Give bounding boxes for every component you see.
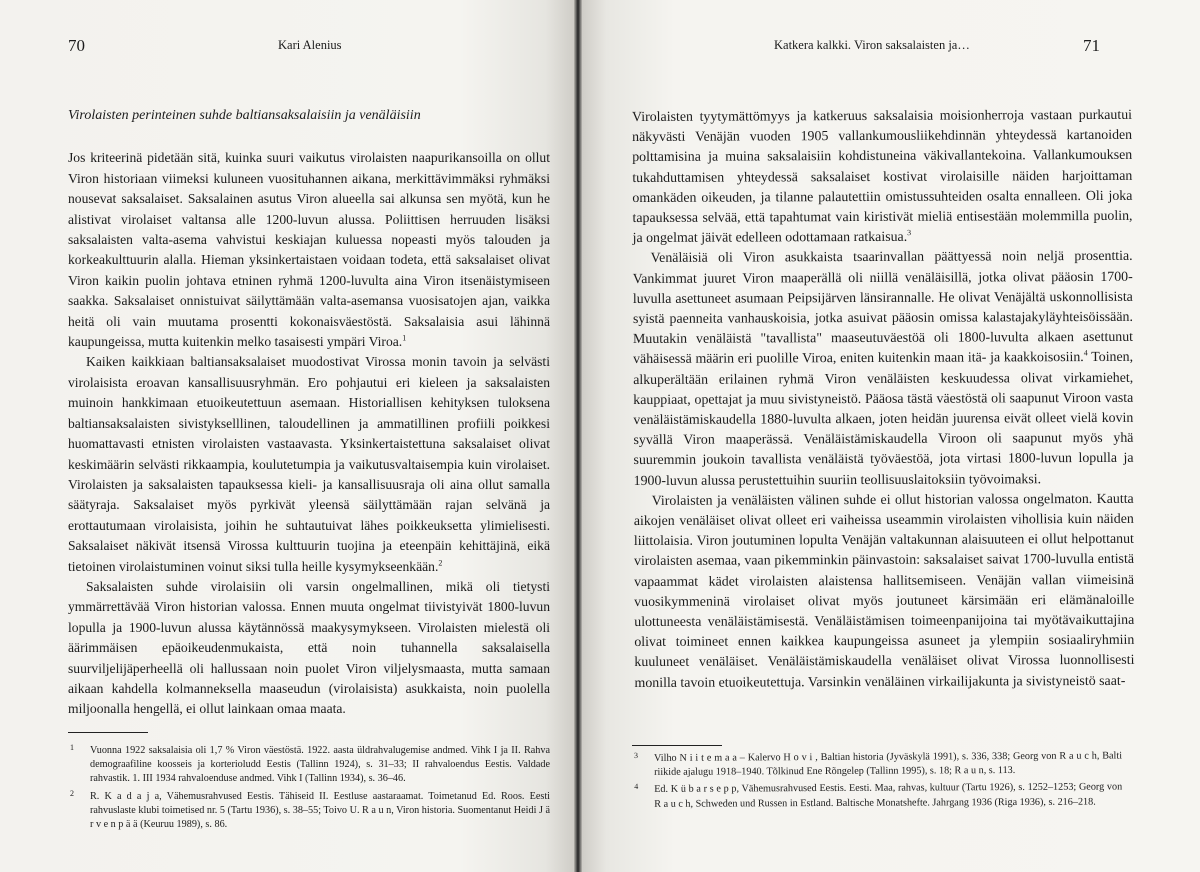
footnote-reference[interactable]: 4 xyxy=(1083,348,1088,358)
page-number: 71 xyxy=(1083,36,1100,55)
left-page xyxy=(0,0,574,872)
paragraph: Virolaisten ja venäläisten välinen suhde ei ollut historian valossa ongelmaton. Kautta aikojen venäläiset olivat olleet eri vaiheissa useammin virolaisten vihollisia kuin näiden liittolaisia. Viron joutuminen lopulta Venäjän valtakunnan alaisuuteen ei ollut helpottanut virolaisten asemaa, vaan pikemminkin päinvastoin: saksalaiset saivat 1700-luvulla entistä vapaammat kädet virolaisten alaistensa hallitsemiseen. Venäjän vallan viimeisinä vuosikymmeninä virolaiset olivat myös joutuneet kärsimään eri elämänaloille ulottuneesta venäläistämisestä. Venäläistämisen toimeenpanijoina tai myötävaikuttajina olivat toimineet ennen kaikkea kaupungeissa asuneet ja ylempiin sosiaaliryhmiin kuuluneet venäläiset. Venäläistämiskaudella venäläiset olivat Virossa luonnollisesti monilla tavoin etuoikeutettuja. Varsinkin venäläinen virkailijakunta ja sivistyneistö saat- xyxy=(633,491,1135,691)
book-gutter xyxy=(574,0,582,872)
left-body-text xyxy=(68,106,550,720)
paragraph: Kaiken kaikkiaan baltiansaksalaiset muodostivat Virossa monin tavoin ja selvästi virolaisista eroavan kansallisuusryhmän. Ero pohjautui eri kieleen ja saksalaisten muinoin hankkimaan etuoikeutettuun asemaan. Historiallisen kehityksen tuloksena baltiansaksalaisten sivistykselllinen, taloudellinen ja ammatillinen profiili poikkesi huomattavasti etnisten virolaisten vastaavasta. Yksinkertaistettuna saksalaiset olivat keskimäärin selvästi rikkaampia, koulutetumpia ja vaikutusvaltaisempia kuin virolaiset. Virolaisten ja saksalaisten tapauksessa kieli- ja kansallisuusraja oli aina ollut samalla säätyraja. Saksalaiset myös pyrkivät yleensä säilyttämään rajan selvänä ja erottautumaan virolaisista, joihin he suhtautuivat lähes poikkeuksetta ylimielisesti. Saksalaiset näkivät itsensä Virossa kulttuurin tuojina ja eteenpäin kehittäjinä, eikä tietoinen virolaistuminen voinut siksi tulla heille kysymykseenkään.$^2$ xyxy=(68,354,550,574)
footnote: 3 Vilho N i i t e m a a – Kalervo H o v i , Baltian historia (Jyväskylä 1991), s. 336, 338; Georg von R a u c h, Balti riikide ajalugu 1918–1940. Tõlkinud Ene Rõngelep (Tallinn 1995), s. 18; R a u n, s. 113. xyxy=(633,750,1123,779)
paragraph: Venäläisiä oli Viron asukkaista tsaarinvallan päättyessä noin neljä prosenttia. Vankimmat juuret Viron maaperällä oli niillä venäläisillä, jotka olivat pääosin 1700-luvulla asettuneet asumaan Peipsijärven länsirannalle. He olivat Venäjältä uskonnollisista syistä paenneita vanhauskoisia, jotka asuivat pääosin omissa kalastajakyläyhteisöissään. Muutakin venäläistä "tavallista" maaseutuväestöä oli 1800-luvulta alkaen asettunut vähäisessä määrin eri puolille Viroa, eniten kuitenkin maan itä- ja kaakkoisosiin.$^4$ Toinen, alkuperältään erilainen ryhmä Viron venäläisten keskuudessa olivat virkamiehet, kauppiaat, opettajat ja muu sivistyneistö. Pääosa tästä väestöstä oli saapunut Viroon vasta venäläistämiskaudella 1880-luvulta alkaen, joten heidän juurensa eivät olleet vielä kovin syvällä Viron maaperässä. Venäläistämiskaudella Viroon oli saapunut myös yhä suuremmin joukoin tavallista venäläistä työväestöä, jota virtasi 1800-luvun lopulla ja 1900-luvun alussa perustettuihin suuriin teollisuuslaitoksiin työvoimaksi. xyxy=(632,249,1134,489)
running-head: Kari Alenius xyxy=(278,38,342,52)
footnote-reference[interactable]: 1 xyxy=(402,333,407,343)
footnote-reference[interactable]: 2 xyxy=(438,558,443,567)
footnote: 2 R. K a d a j a, Vähemusrahvused Eestis. Tähiseid II. Eestluse aastaraamat. Toimetanud Ed. Roos. Eesti rahvuslaste klubi toimetised nr. 5 (Tartu 1936), s. 38–55; Toivo U. R a u n, Viron historia. Suomentanut Heidi J ä r v e n p ä ä (Keuruu 1989), s. 86. xyxy=(70,788,550,831)
running-head: Katkera kalkki. Viron saksalaisten ja… xyxy=(774,38,970,52)
right-body-text xyxy=(632,106,1135,694)
paragraph: Jos kriteerinä pidetään sitä, kuinka suuri vaikutus virolaisten naapurikansoilla on ollut Viron historiaan viimeksi kuluneen vuosituhannen aikana, merkittävimmäksi ryhmäksi nousevat saksalaiset. Saksalainen asutus Viron alueella sai alkunsa sen myötä, kun he alistivat virolaiset valtansa alle 1200-luvun alussa. Poliittisen herruuden lisäksi saksalaisten valta-asema vahvistui keskiajan kuluessa nopeasti myös talouden ja korkeakulttuurin alalla. Hieman yksinkertaistaen voidaan todeta, että saksalaiset olivat Viron kaikin puolin johtava etninen ryhmä 1200-luvulta aina Viron itsenäistymiseen saakka. Saksalaiset onnistuivat säilyttämään valta-asemansa vuosisatojen ajan, vaikka heitä oli vain muutama prosentti kokonaisväestöstä. Saksalaisia asui lähinnä kaupungeissa, mutta kuitenkin melko tasaisesti ympäri Viroa.$^1$ xyxy=(68,150,550,350)
footnote-rule xyxy=(632,745,722,746)
paragraph: Virolaisten tyytymättömyys ja katkeruus saksalaisia moisionherroja vastaan purkautui näkyvästi Venäjän vuoden 1905 vallankumousliikehdinnän yhteydessä kartanoiden polttamisina ja muina saksalaisiin kohdistuneina väkivallantekoina. Vallankumouksen tukahduttamisen yhteydessä saksalaiset kostivat virolaisille näiden harjoittaman omankäden oikeuden, ja tilanne palautettiin omistussuhteiden osalta ennalleen. Oli joka tapauksessa selvää, että tapahtumat vain kiristivät mieliä entisestään molemmilla puolin, ja ongelmat jäivät edelleen odottamaan ratkaisua.$^3$ xyxy=(632,107,1133,247)
right-page xyxy=(582,0,1200,872)
footnote-reference[interactable]: 3 xyxy=(907,228,912,238)
paragraph: Saksalaisten suhde virolaisiin oli varsin ongelmallinen, mikä oli tietysti ymmärrettävää Viron historian valossa. Ennen muuta ongelmat tiivistyivät 1800-luvun lopulla ja 1900-luvun alussa käytännössä maakysymykseen. Virolaisten mielestä oli äärimmäisen epäoikeudenmukaista, että noin tuhannella saksalaisella suurviljelijäperheellä oli hallussaan noin puolet Viron viljelysmaasta, mutta samaan aikaan kahdella kolmanneksella maaseudun (virolaisista) asukkaista, noin puolella miljoonalla hengellä, ei ollut lainkaan omaa maata. xyxy=(68,578,550,717)
footnote: 4 Ed. K ü b a r s e p p, Vähemusrahvused Eestis. Eesti. Maa, rahvas, kultuur (Tartu 1926), s. 1252–1253; Georg von R a u c h, Schweden und Russen in Estland. Baltische Monatshefte. Jahrgang 1936 (Riga 1936), s. 216–218. xyxy=(634,781,1123,810)
page-number: 70 xyxy=(68,36,85,55)
footnotes xyxy=(632,749,1122,814)
footnote: 1 Vuonna 1922 saksalaisia oli 1,7 % Viron väestöstä. 1922. aasta üldrahvalugemise andmed. Vihk I ja II. Rahva demograafiline koosseis ja korterioludd Eestis (Tallinn 1924), s. 31–33; II rahvaloendus Eestis. Valdade rahvastik. 1. III 1934 rahvaloenduse andmed. Vihk I (Tallinn 1934), s. 36–46. xyxy=(70,743,550,785)
footnote-rule xyxy=(68,732,148,733)
footnotes xyxy=(68,744,550,835)
section-title: Virolaisten perinteinen suhde baltiansaksalaisiin ja venäläisiin xyxy=(68,108,421,123)
